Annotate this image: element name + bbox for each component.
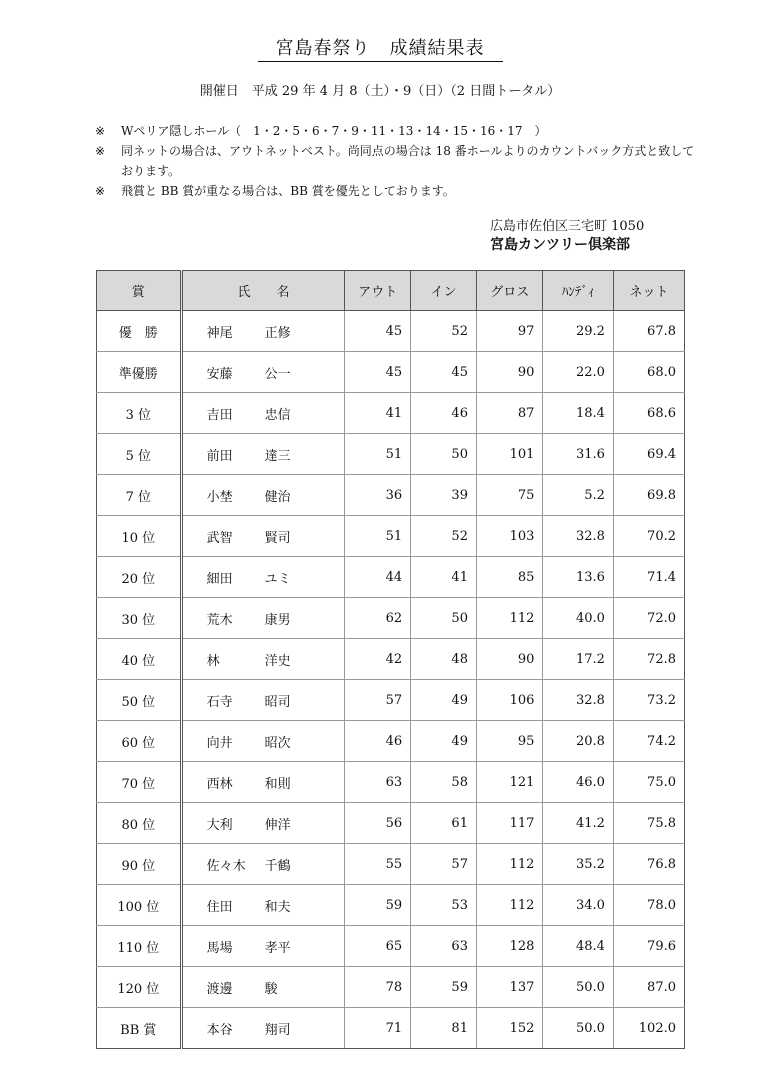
prize-cell: 50 位 bbox=[97, 680, 182, 721]
in-cell: 81 bbox=[411, 1008, 477, 1049]
table-row bbox=[97, 885, 685, 926]
family-name: 大利 bbox=[206, 817, 233, 833]
header-prize: 賞 bbox=[97, 271, 182, 311]
family-name: 林 bbox=[206, 653, 220, 669]
net-cell: 75.8 bbox=[613, 803, 684, 844]
out-cell: 51 bbox=[345, 516, 411, 557]
net-cell: 69.4 bbox=[613, 434, 684, 475]
notes-list bbox=[95, 121, 695, 201]
given-name: 達三 bbox=[264, 448, 291, 464]
name-cell bbox=[181, 639, 345, 680]
table-row bbox=[97, 557, 685, 598]
net-cell: 78.0 bbox=[613, 885, 684, 926]
title-text: 宮島春祭り 成績結果表 bbox=[258, 38, 503, 62]
prize-cell: BB 賞 bbox=[97, 1008, 182, 1049]
gross-cell: 85 bbox=[476, 557, 542, 598]
table-row bbox=[97, 721, 685, 762]
in-cell: 59 bbox=[411, 967, 477, 1008]
table-row bbox=[97, 516, 685, 557]
name-cell bbox=[181, 721, 345, 762]
results-body bbox=[97, 311, 685, 1049]
note-item bbox=[95, 181, 695, 201]
handicap-cell: 34.0 bbox=[543, 885, 613, 926]
note-item bbox=[95, 121, 695, 141]
event-date: 開催日 平成 29 年 4 月 8（土）・9（日）（2 日間トータル） bbox=[199, 84, 561, 99]
name-cell bbox=[181, 352, 345, 393]
out-cell: 41 bbox=[345, 393, 411, 434]
in-cell: 49 bbox=[411, 721, 477, 762]
net-cell: 72.8 bbox=[613, 639, 684, 680]
name-cell bbox=[181, 516, 345, 557]
name-cell bbox=[181, 434, 345, 475]
name-cell bbox=[181, 557, 345, 598]
gross-cell: 75 bbox=[476, 475, 542, 516]
name-cell bbox=[181, 311, 345, 352]
gross-cell: 90 bbox=[476, 639, 542, 680]
table-row bbox=[97, 352, 685, 393]
in-cell: 50 bbox=[411, 434, 477, 475]
name-cell bbox=[181, 598, 345, 639]
out-cell: 45 bbox=[345, 352, 411, 393]
organizer-name: 宮島カンツリー倶楽部 bbox=[490, 237, 630, 253]
family-name: 安藤 bbox=[206, 366, 233, 382]
net-cell: 68.0 bbox=[613, 352, 684, 393]
prize-cell: 優 勝 bbox=[97, 311, 182, 352]
out-cell: 63 bbox=[345, 762, 411, 803]
in-cell: 52 bbox=[411, 311, 477, 352]
net-cell: 68.6 bbox=[613, 393, 684, 434]
prize-cell: 30 位 bbox=[97, 598, 182, 639]
table-row bbox=[97, 475, 685, 516]
table-row bbox=[97, 680, 685, 721]
handicap-cell: 17.2 bbox=[543, 639, 613, 680]
name-cell bbox=[181, 762, 345, 803]
given-name: 昭司 bbox=[264, 694, 291, 710]
handicap-cell: 18.4 bbox=[543, 393, 613, 434]
name-cell bbox=[181, 475, 345, 516]
given-name: 正修 bbox=[264, 325, 291, 341]
table-row bbox=[97, 639, 685, 680]
table-row bbox=[97, 434, 685, 475]
prize-cell: 10 位 bbox=[97, 516, 182, 557]
name-cell bbox=[181, 844, 345, 885]
gross-cell: 121 bbox=[476, 762, 542, 803]
out-cell: 45 bbox=[345, 311, 411, 352]
organizer-block bbox=[490, 218, 720, 254]
gross-cell: 95 bbox=[476, 721, 542, 762]
family-name: 石寺 bbox=[206, 694, 233, 710]
out-cell: 57 bbox=[345, 680, 411, 721]
prize-cell: 3 位 bbox=[97, 393, 182, 434]
in-cell: 41 bbox=[411, 557, 477, 598]
given-name: 忠信 bbox=[264, 407, 291, 423]
gross-cell: 112 bbox=[476, 885, 542, 926]
prize-cell: 70 位 bbox=[97, 762, 182, 803]
given-name: ユミ bbox=[264, 571, 291, 587]
handicap-cell: 13.6 bbox=[543, 557, 613, 598]
out-cell: 51 bbox=[345, 434, 411, 475]
in-cell: 53 bbox=[411, 885, 477, 926]
gross-cell: 112 bbox=[476, 844, 542, 885]
header-in: イン bbox=[411, 271, 477, 311]
prize-cell: 100 位 bbox=[97, 885, 182, 926]
table-row bbox=[97, 967, 685, 1008]
header-net: ネット bbox=[613, 271, 684, 311]
given-name: 伸洋 bbox=[264, 817, 291, 833]
family-name: 前田 bbox=[206, 448, 233, 464]
handicap-cell: 29.2 bbox=[543, 311, 613, 352]
out-cell: 44 bbox=[345, 557, 411, 598]
handicap-cell: 32.8 bbox=[543, 516, 613, 557]
family-name: 向井 bbox=[206, 735, 233, 751]
out-cell: 78 bbox=[345, 967, 411, 1008]
out-cell: 36 bbox=[345, 475, 411, 516]
prize-cell: 90 位 bbox=[97, 844, 182, 885]
family-name: 吉田 bbox=[206, 407, 233, 423]
header-handicap: ﾊﾝﾃﾞｨ bbox=[543, 271, 613, 311]
note-text: 同ネットの場合は、アウトネットベスト。尚同点の場合は 18 番ホールよりのカウントバック方式と致しております。 bbox=[121, 144, 695, 178]
net-cell: 87.0 bbox=[613, 967, 684, 1008]
prize-cell: 110 位 bbox=[97, 926, 182, 967]
in-cell: 58 bbox=[411, 762, 477, 803]
given-name: 翔司 bbox=[264, 1022, 291, 1038]
name-cell bbox=[181, 680, 345, 721]
header-name: 氏 名 bbox=[181, 271, 345, 311]
in-cell: 48 bbox=[411, 639, 477, 680]
prize-cell: 20 位 bbox=[97, 557, 182, 598]
net-cell: 74.2 bbox=[613, 721, 684, 762]
handicap-cell: 31.6 bbox=[543, 434, 613, 475]
out-cell: 56 bbox=[345, 803, 411, 844]
family-name: 西林 bbox=[206, 776, 233, 792]
net-cell: 75.0 bbox=[613, 762, 684, 803]
in-cell: 57 bbox=[411, 844, 477, 885]
gross-cell: 97 bbox=[476, 311, 542, 352]
gross-cell: 112 bbox=[476, 598, 542, 639]
family-name: 荒木 bbox=[206, 612, 233, 628]
table-row bbox=[97, 1008, 685, 1049]
given-name: 和則 bbox=[264, 776, 291, 792]
net-cell: 76.8 bbox=[613, 844, 684, 885]
given-name: 孝平 bbox=[264, 940, 291, 956]
out-cell: 71 bbox=[345, 1008, 411, 1049]
header-gross: グロス bbox=[476, 271, 542, 311]
handicap-cell: 41.2 bbox=[543, 803, 613, 844]
family-name: 神尾 bbox=[206, 325, 233, 341]
family-name: 佐々木 bbox=[206, 858, 246, 874]
in-cell: 50 bbox=[411, 598, 477, 639]
handicap-cell: 40.0 bbox=[543, 598, 613, 639]
handicap-cell: 5.2 bbox=[543, 475, 613, 516]
handicap-cell: 20.8 bbox=[543, 721, 613, 762]
table-row bbox=[97, 598, 685, 639]
net-cell: 69.8 bbox=[613, 475, 684, 516]
given-name: 賢司 bbox=[264, 530, 291, 546]
prize-cell: 準優勝 bbox=[97, 352, 182, 393]
out-cell: 59 bbox=[345, 885, 411, 926]
gross-cell: 137 bbox=[476, 967, 542, 1008]
given-name: 康男 bbox=[264, 612, 291, 628]
results-table bbox=[96, 270, 685, 1049]
handicap-cell: 50.0 bbox=[543, 967, 613, 1008]
name-cell bbox=[181, 926, 345, 967]
table-header-row bbox=[97, 271, 685, 311]
family-name: 馬場 bbox=[206, 940, 233, 956]
family-name: 武智 bbox=[206, 530, 233, 546]
prize-cell: 40 位 bbox=[97, 639, 182, 680]
gross-cell: 106 bbox=[476, 680, 542, 721]
note-mark: ※ bbox=[95, 144, 106, 158]
family-name: 細田 bbox=[206, 571, 233, 587]
given-name: 洋史 bbox=[264, 653, 291, 669]
net-cell: 70.2 bbox=[613, 516, 684, 557]
page-title bbox=[0, 34, 760, 60]
out-cell: 55 bbox=[345, 844, 411, 885]
out-cell: 46 bbox=[345, 721, 411, 762]
handicap-cell: 48.4 bbox=[543, 926, 613, 967]
note-mark: ※ bbox=[95, 124, 106, 138]
note-mark: ※ bbox=[95, 184, 106, 198]
net-cell: 102.0 bbox=[613, 1008, 684, 1049]
in-cell: 46 bbox=[411, 393, 477, 434]
table-row bbox=[97, 393, 685, 434]
prize-cell: 120 位 bbox=[97, 967, 182, 1008]
given-name: 昭次 bbox=[264, 735, 291, 751]
net-cell: 79.6 bbox=[613, 926, 684, 967]
gross-cell: 87 bbox=[476, 393, 542, 434]
handicap-cell: 22.0 bbox=[543, 352, 613, 393]
table-row bbox=[97, 311, 685, 352]
in-cell: 45 bbox=[411, 352, 477, 393]
handicap-cell: 32.8 bbox=[543, 680, 613, 721]
out-cell: 62 bbox=[345, 598, 411, 639]
family-name: 小埜 bbox=[206, 489, 233, 505]
given-name: 公一 bbox=[264, 366, 291, 382]
organizer-address: 広島市佐伯区三宅町 1050 bbox=[490, 219, 645, 234]
note-item bbox=[95, 141, 695, 181]
handicap-cell: 50.0 bbox=[543, 1008, 613, 1049]
table-row bbox=[97, 926, 685, 967]
gross-cell: 90 bbox=[476, 352, 542, 393]
family-name: 渡邊 bbox=[206, 981, 233, 997]
given-name: 和夫 bbox=[264, 899, 291, 915]
gross-cell: 128 bbox=[476, 926, 542, 967]
name-cell bbox=[181, 803, 345, 844]
table-row bbox=[97, 762, 685, 803]
name-cell bbox=[181, 885, 345, 926]
handicap-cell: 35.2 bbox=[543, 844, 613, 885]
gross-cell: 152 bbox=[476, 1008, 542, 1049]
net-cell: 67.8 bbox=[613, 311, 684, 352]
in-cell: 63 bbox=[411, 926, 477, 967]
net-cell: 72.0 bbox=[613, 598, 684, 639]
out-cell: 42 bbox=[345, 639, 411, 680]
name-cell bbox=[181, 1008, 345, 1049]
prize-cell: 60 位 bbox=[97, 721, 182, 762]
given-name: 駿 bbox=[264, 981, 278, 997]
in-cell: 61 bbox=[411, 803, 477, 844]
prize-cell: 7 位 bbox=[97, 475, 182, 516]
prize-cell: 5 位 bbox=[97, 434, 182, 475]
prize-cell: 80 位 bbox=[97, 803, 182, 844]
gross-cell: 117 bbox=[476, 803, 542, 844]
out-cell: 65 bbox=[345, 926, 411, 967]
given-name: 健治 bbox=[264, 489, 291, 505]
family-name: 住田 bbox=[206, 899, 233, 915]
name-cell bbox=[181, 967, 345, 1008]
in-cell: 52 bbox=[411, 516, 477, 557]
handicap-cell: 46.0 bbox=[543, 762, 613, 803]
gross-cell: 101 bbox=[476, 434, 542, 475]
given-name: 千鶴 bbox=[264, 858, 291, 874]
name-cell bbox=[181, 393, 345, 434]
header-out: アウト bbox=[345, 271, 411, 311]
family-name: 本谷 bbox=[206, 1022, 233, 1038]
net-cell: 71.4 bbox=[613, 557, 684, 598]
net-cell: 73.2 bbox=[613, 680, 684, 721]
in-cell: 39 bbox=[411, 475, 477, 516]
in-cell: 49 bbox=[411, 680, 477, 721]
note-text: 飛賞と BB 賞が重なる場合は、BB 賞を優先としております。 bbox=[121, 184, 455, 198]
gross-cell: 103 bbox=[476, 516, 542, 557]
note-text: Wペリア隠しホール（ 1・2・5・6・7・9・11・13・14・15・16・17 ） bbox=[121, 124, 547, 138]
table-row bbox=[97, 803, 685, 844]
table-row bbox=[97, 844, 685, 885]
